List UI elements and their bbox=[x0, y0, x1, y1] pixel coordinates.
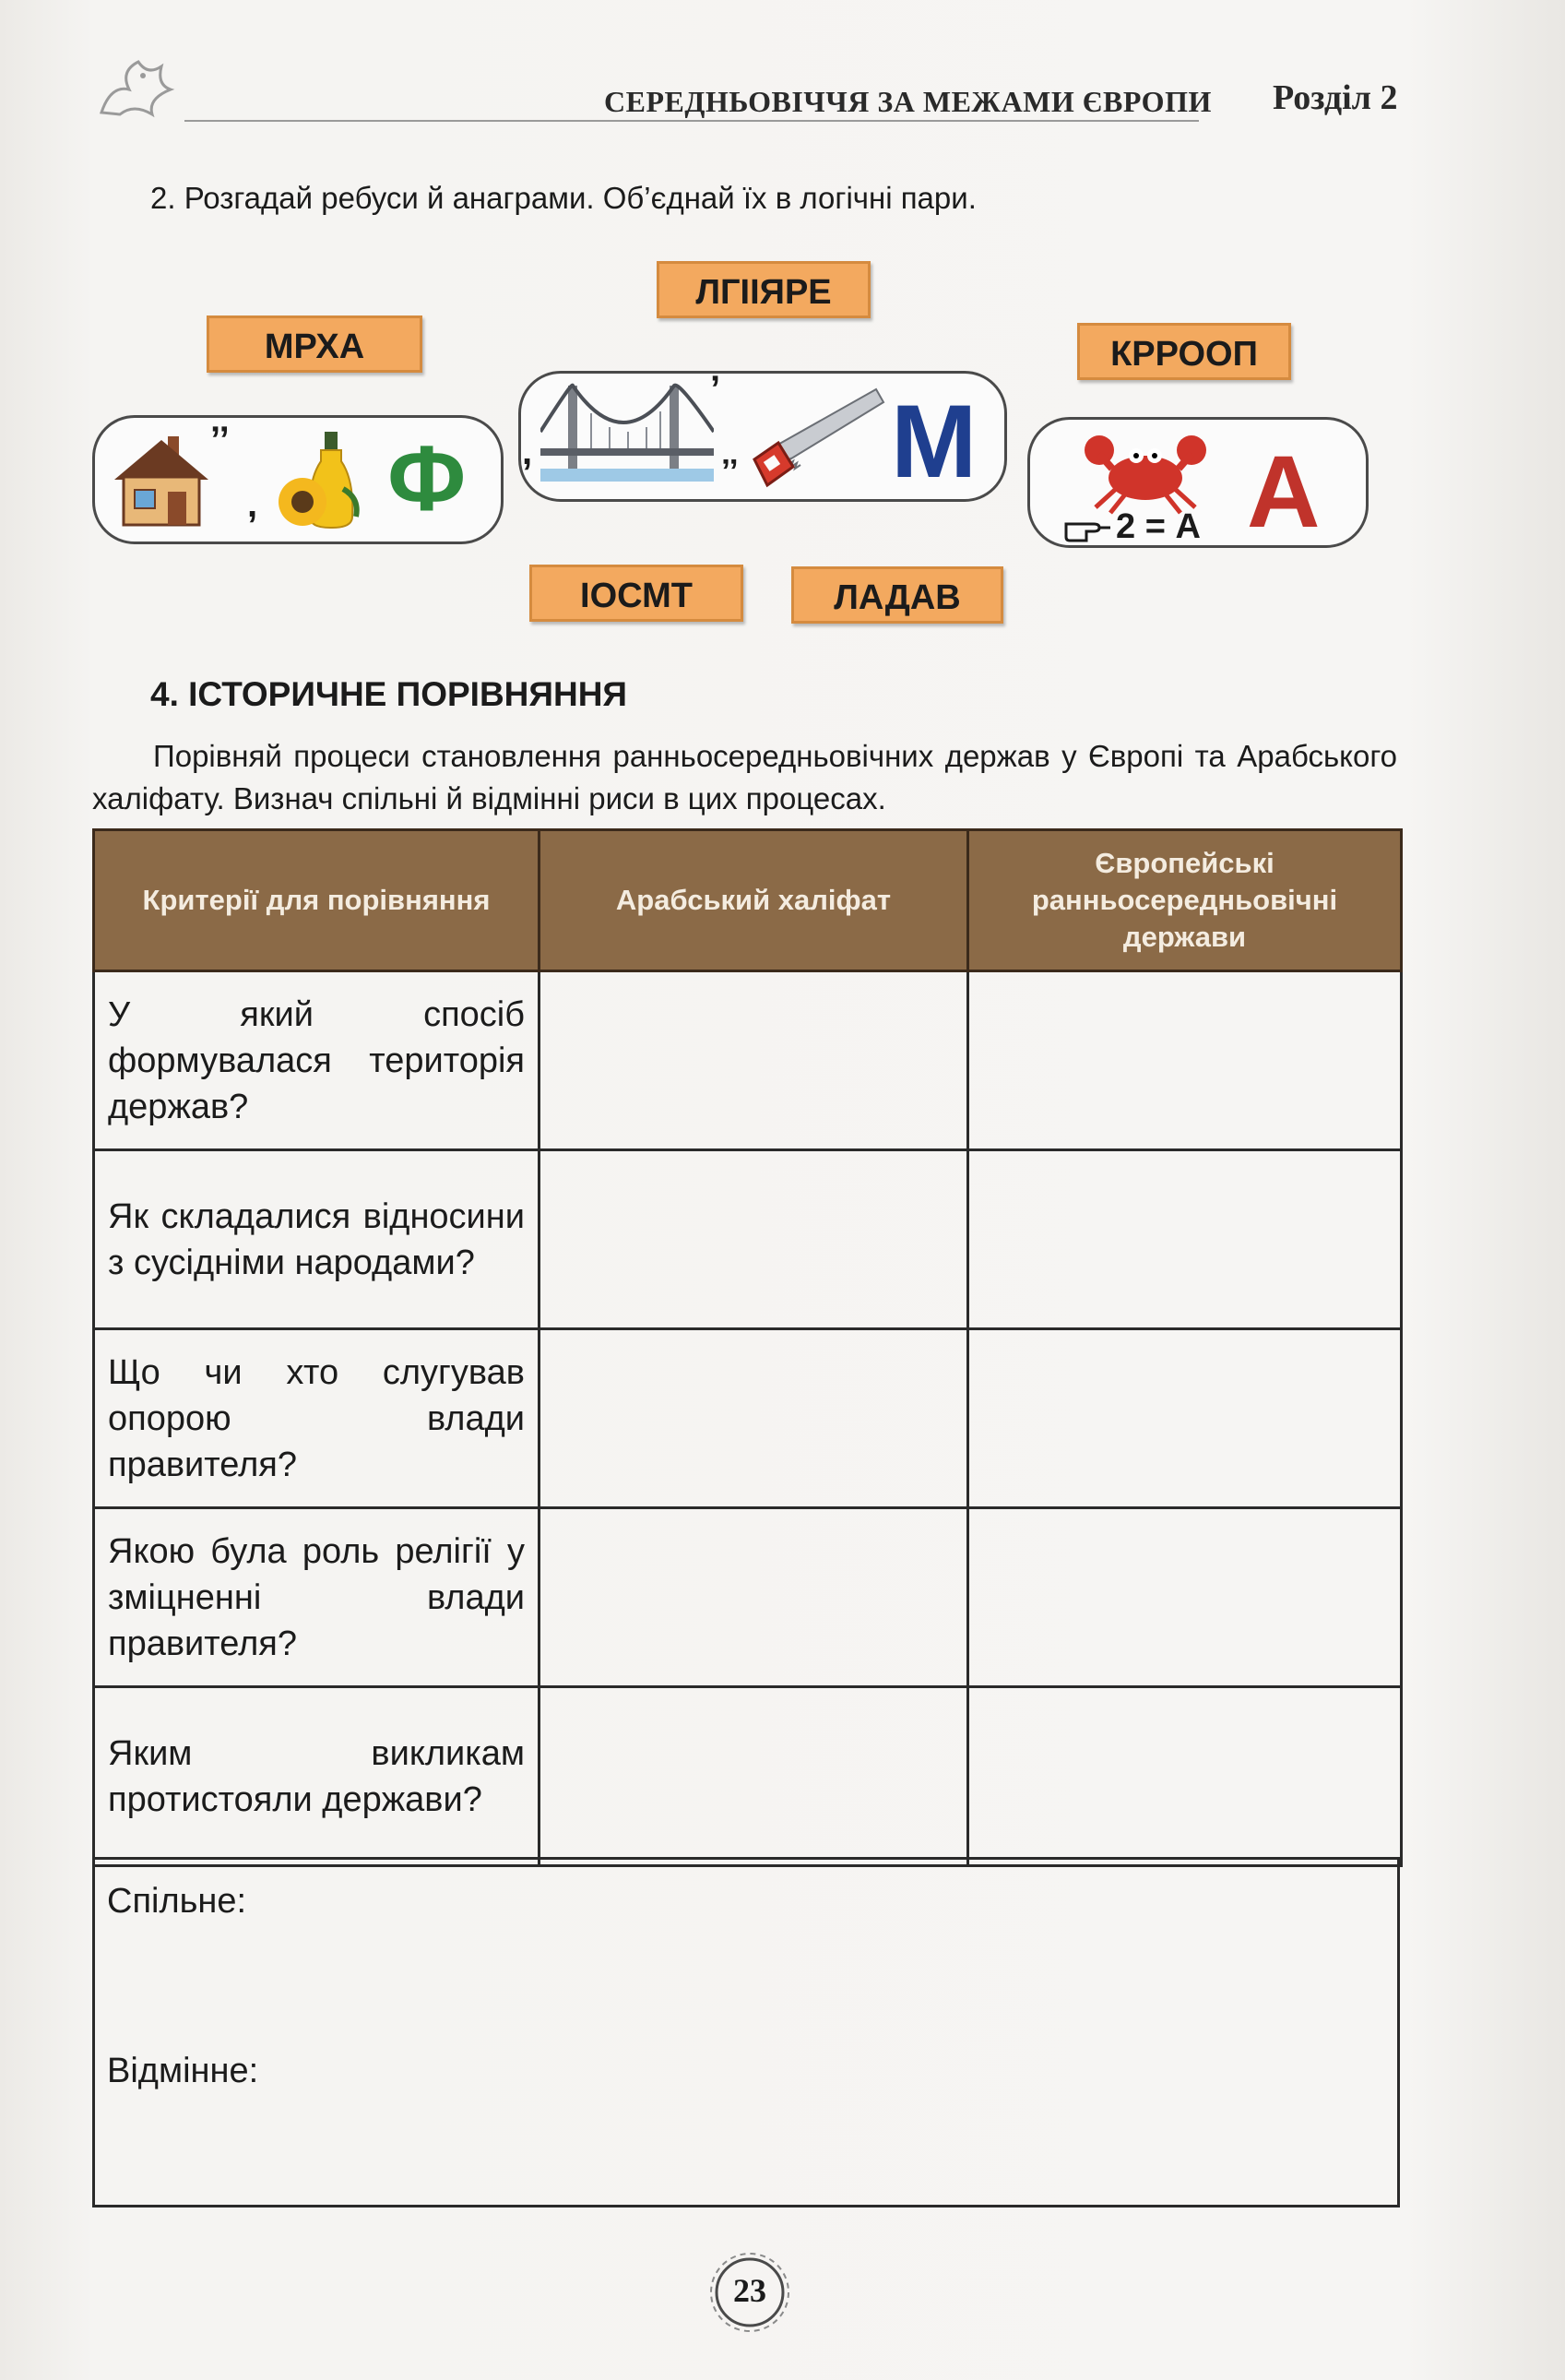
anagram-tag-5: ЛАДАВ bbox=[791, 566, 1003, 624]
chapter-label: Розділ 2 bbox=[1273, 78, 1398, 117]
rebus1-comma: , bbox=[247, 484, 258, 525]
different-label: Відмінне: bbox=[107, 2052, 259, 2090]
anagram-tag-4: ІОСМТ bbox=[529, 565, 743, 622]
table-row bbox=[94, 1329, 1402, 1508]
page-number: 23 bbox=[733, 2272, 766, 2309]
house-icon bbox=[109, 429, 215, 530]
answer-cell-arab[interactable] bbox=[539, 971, 968, 1150]
table-row bbox=[94, 1150, 1402, 1329]
summary-box[interactable] bbox=[92, 1857, 1400, 2207]
task2-instruction: 2. Розгадай ребуси й анаграми. Об’єднай їх в логічні пари. bbox=[150, 181, 977, 215]
anagram-tag-3: КРРООП bbox=[1077, 323, 1291, 380]
anagram-tag-1: МРХА bbox=[207, 315, 422, 373]
rebus2-comma: , bbox=[522, 432, 533, 472]
table-row bbox=[94, 1687, 1402, 1866]
rebus2-quote-mark: ’ bbox=[710, 369, 721, 410]
criterion-cell: Що чи хто слугував опорою влади правителя? bbox=[94, 1329, 539, 1508]
criterion-cell: У який спосіб формувалася територія держав? bbox=[94, 971, 539, 1150]
sunflower-oil-icon bbox=[269, 424, 371, 535]
crab-icon bbox=[1079, 422, 1210, 515]
header-criteria: Критерії для порівняння bbox=[94, 830, 539, 971]
header-divider bbox=[184, 120, 1199, 122]
answer-cell-europe[interactable] bbox=[968, 971, 1402, 1150]
anagram-tag-2: ЛГІІЯРЕ bbox=[657, 261, 871, 318]
answer-cell-arab[interactable] bbox=[539, 1508, 968, 1687]
section4-title: 4. ІСТОРИЧНЕ ПОРІВНЯННЯ bbox=[150, 675, 628, 713]
rebus1-letter: Ф bbox=[387, 427, 467, 530]
criterion-cell: Яким викликам протистояли держави? bbox=[94, 1687, 539, 1866]
answer-cell-arab[interactable] bbox=[539, 1150, 968, 1329]
header-european-states: Європейські ранньосередньовічні держави bbox=[968, 830, 1402, 971]
answer-cell-arab[interactable] bbox=[539, 1329, 968, 1508]
criterion-cell: Як складалися відносини з сусідніми народами? bbox=[94, 1150, 539, 1329]
answer-cell-europe[interactable] bbox=[968, 1329, 1402, 1508]
dragon-emblem-icon bbox=[92, 48, 175, 122]
rebus2-letter: М bbox=[891, 384, 978, 499]
table-row bbox=[94, 971, 1402, 1150]
answer-cell-europe[interactable] bbox=[968, 1508, 1402, 1687]
answer-cell-europe[interactable] bbox=[968, 1687, 1402, 1866]
table-header-row bbox=[94, 830, 1402, 971]
answer-cell-arab[interactable] bbox=[539, 1687, 968, 1866]
rebus3-hint: 2 = А bbox=[1116, 507, 1201, 546]
rebus2-quote-marks: ’’ bbox=[721, 452, 739, 490]
pointing-hand-icon bbox=[1062, 513, 1114, 544]
saw-icon bbox=[747, 382, 885, 493]
answer-cell-europe[interactable] bbox=[968, 1150, 1402, 1329]
bridge-icon bbox=[540, 376, 714, 492]
table-row bbox=[94, 1508, 1402, 1687]
running-header-title: СЕРЕДНЬОВІЧЧЯ ЗА МЕЖАМИ ЄВРОПИ bbox=[604, 85, 1212, 118]
criterion-cell: Якою була роль релігії у зміцненні влади правителя? bbox=[94, 1508, 539, 1687]
rebus3-letter: А bbox=[1247, 435, 1321, 549]
rebus1-quote-marks: ’’ bbox=[210, 420, 230, 460]
common-label: Спільне: bbox=[107, 1882, 247, 1921]
comparison-table bbox=[92, 828, 1403, 1867]
section4-intro: Порівняй процеси становлення ранньосередньовічних держав у Європі та Арабського халіфату. Визнач спільні й відмінні риси в цих процесах. bbox=[92, 739, 1397, 815]
header-arab-caliphate: Арабський халіфат bbox=[539, 830, 968, 971]
